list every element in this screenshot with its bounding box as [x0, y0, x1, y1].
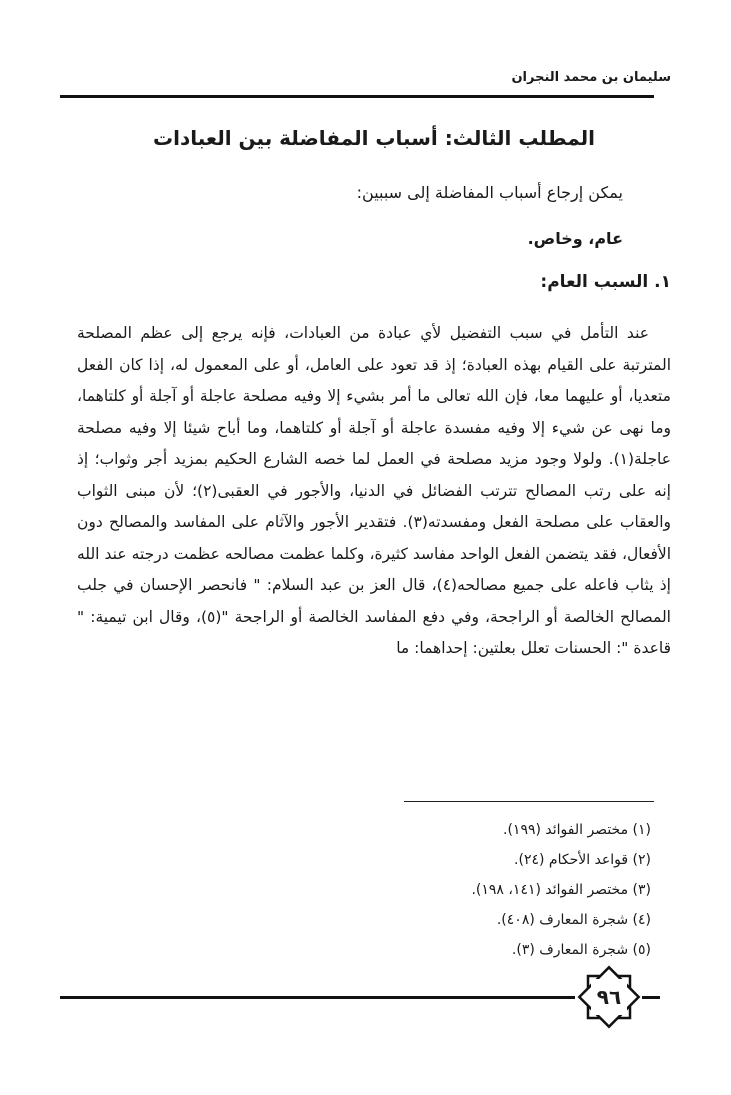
footer-rule-right [642, 996, 660, 999]
footnote-5: (٥) شجرة المعارف (٣). [511, 942, 651, 958]
intro-sentence: يمكن إرجاع أسباب المفاضلة إلى سببين: [356, 183, 623, 202]
footnote-3: (٣) مختصر الفوائد (١٤١، ١٩٨). [471, 882, 651, 898]
body-paragraph: عند التأمل في سبب التفضيل لأي عبادة من العبادات، فإنه يرجع إلى عظم المصلحة المترتبة على القيام بهذه العبادة؛ إذ قد تعود على العامل، أو على المعمول له، إذا كان الفعل متعديا، أو عليهما معا، فإن الله تعالى ما أمر بشيء إلا وفيه مصلحة عاجلة أو آجلة أو كلتاهما، وما نهى عن شيء إلا وفيه مفسدة عاجلة أو آجلة أو كلتاهما، وما أباح شيئا إلا وفيه مصلحة عاجلة(١). ولولا وجود مزيد مصلحة في العمل لما خصه الشارع الحكيم بمزيد أجر وثواب؛ إذ إنه على رتب المصالح تترتب الفضائل في الدنيا، والأجور في العقبى(٢)؛ لأن مبنى الثواب والعقاب على مصلحة الفعل ومفسدته(٣). فتقدير الأجور والآثام على المفاسد والمصالح دون الأفعال، فقد يتضمن الفعل الواحد مفاسد كثيرة، وكلما عظمت مصالحه عظمت درجته عند الله إذ يثاب فاعله على جميع مصالحه(٤)، قال العز بن عبد السلام: " فانحصر الإحسان في جلب المصالح الخالصة أو الراجحة، وفي دفع المفاسد الخالصة أو الراجحة "(٥)، وقال ابن تيمية: " قاعدة ": الحسنات تعلل بعلتين: إحداهما: ما [77, 324, 671, 657]
footer-rule-left [60, 996, 575, 999]
footnote-1: (١) مختصر الفوائد (١٩٩). [503, 822, 651, 838]
footnote-separator [404, 801, 654, 802]
running-header-author: سليمان بن محمد النجران [511, 70, 671, 85]
footnote-2: (٢) قواعد الأحكام (٢٤). [514, 852, 651, 868]
header-rule [60, 95, 654, 98]
cause-types: عام، وخاص. [527, 229, 623, 248]
footnote-4: (٤) شجرة المعارف (٤٠٨). [496, 912, 651, 928]
footnotes [131, 815, 651, 965]
page-number-badge [574, 962, 644, 1032]
page-number: ٩٦ [596, 985, 622, 1009]
body-text [77, 318, 671, 665]
section-title: المطلب الثالث: أسباب المفاضلة بين العبادات [153, 126, 595, 150]
subheading-general-cause: ١. السبب العام: [540, 272, 671, 292]
